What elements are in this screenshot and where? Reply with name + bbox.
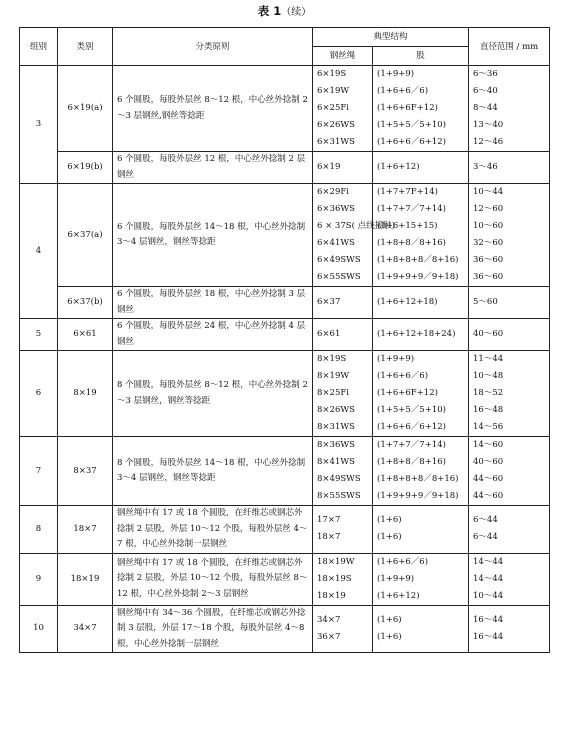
strand-item: (1+7+7／7+14) — [377, 204, 446, 214]
table-title-suffix: （续） — [281, 7, 312, 18]
rope-item: 18×7 — [317, 532, 341, 543]
rope-item: 18×19W — [317, 556, 355, 567]
diameter-item: 32～60 — [473, 238, 504, 248]
strand-item: (1+9+9+9／9+18) — [377, 272, 459, 282]
strand-item: (1+6) — [377, 515, 402, 526]
principle-cell: 8 个圆股，每股外层丝 14～18 根，中心丝外捻制 3～4 层钢丝，钢丝等捻距 — [113, 437, 313, 506]
rope-item: 6 × 37S( 点线接触) — [317, 221, 395, 231]
diameter-item: 10～44 — [473, 590, 504, 601]
rope-item: 8×19W — [317, 371, 350, 381]
diameter-item: 8～44 — [473, 103, 498, 113]
table-row — [20, 351, 550, 437]
diameter-item: 13～40 — [473, 120, 504, 130]
diameter-item: 14～56 — [473, 422, 504, 432]
strand-item: (1+6+6F+12) — [377, 103, 438, 113]
strand-item: (1+6+6／6+12) — [377, 422, 446, 432]
category-cell: 8×19 — [58, 351, 113, 437]
rope-item: 6×37 — [317, 297, 341, 307]
diameter-item: 40～60 — [473, 457, 504, 467]
rope-structure-cell — [313, 351, 373, 437]
rope-structure-cell — [313, 553, 373, 605]
diameter-range-cell — [469, 351, 550, 437]
strand-structure-cell — [373, 152, 469, 184]
category-cell: 6×37(b) — [58, 287, 113, 319]
rope-item: 8×55SWS — [317, 491, 361, 501]
rope-item: 34×7 — [317, 614, 341, 625]
strand-structure-cell — [373, 66, 469, 152]
table-row — [20, 287, 550, 319]
strand-item: (1+8+8／8+16) — [377, 238, 446, 248]
principle-cell: 8 个圆股，每股外层丝 8～12 根，中心丝外捻制 2～3 层钢丝，钢丝等捻距 — [113, 351, 313, 437]
table-row — [20, 66, 550, 152]
category-cell: 6×19(a) — [58, 66, 113, 152]
strand-item: (1+6) — [377, 614, 402, 625]
diameter-item: 36～60 — [473, 272, 504, 282]
diameter-item: 6～36 — [473, 69, 498, 79]
strand-structure-cell — [373, 184, 469, 287]
rope-item: 6×29Fi — [317, 187, 349, 197]
rope-item: 17×7 — [317, 515, 341, 526]
category-cell: 6×37(a) — [58, 184, 113, 287]
table-title — [0, 3, 569, 21]
strand-item: (1+6+15+15) — [377, 221, 438, 231]
strand-item: (1+6+6F+12) — [377, 388, 438, 398]
group-number-cell: 7 — [20, 437, 58, 506]
rope-item: 6×36WS — [317, 204, 355, 214]
strand-structure-cell — [373, 437, 469, 506]
principle-cell: 6 个圆股，每股外层丝 24 根，中心丝外捻制 4 层钢丝 — [113, 319, 313, 351]
table-row — [20, 152, 550, 184]
rope-item: 8×41WS — [317, 457, 355, 467]
diameter-range-cell — [469, 66, 550, 152]
table-row — [20, 319, 550, 351]
strand-item: (1+8+8／8+16) — [377, 457, 446, 467]
diameter-item: 14～60 — [473, 440, 504, 450]
diameter-item: 16～48 — [473, 405, 504, 415]
strand-item: (1+6+6／6+12) — [377, 137, 446, 147]
strand-item: (1+9+9+9／9+18) — [377, 491, 459, 501]
group-number-cell: 5 — [20, 319, 58, 351]
strand-item: (1+9+9) — [377, 354, 415, 364]
category-cell: 18×7 — [58, 506, 113, 554]
diameter-range-cell — [469, 553, 550, 605]
rope-item: 8×19S — [317, 354, 347, 364]
rope-item: 8×26WS — [317, 405, 355, 415]
table-title-main: 表 1 — [257, 4, 282, 18]
strand-item: (1+6+12+18+24) — [377, 329, 456, 339]
strand-item: (1+6) — [377, 631, 402, 642]
strand-item: (1+6+6／6) — [377, 556, 429, 567]
strand-item: (1+7+7F+14) — [377, 187, 438, 197]
group-number-cell: 6 — [20, 351, 58, 437]
rope-item: 6×55SWS — [317, 272, 361, 282]
strand-structure-cell — [373, 351, 469, 437]
strand-item: (1+9+9) — [377, 69, 415, 79]
rope-structure-cell — [313, 437, 373, 506]
strand-structure-cell — [373, 506, 469, 554]
diameter-item: 12～46 — [473, 137, 504, 147]
category-cell: 6×61 — [58, 319, 113, 351]
category-cell: 6×19(b) — [58, 152, 113, 184]
table-row — [20, 506, 550, 554]
strand-item: (1+8+8+8／8+16) — [377, 474, 459, 484]
rope-item: 18×19S — [317, 573, 352, 584]
category-cell: 8×37 — [58, 437, 113, 506]
rope-structure-cell — [313, 605, 373, 653]
rope-item: 18×19 — [317, 590, 346, 601]
group-number-cell: 4 — [20, 184, 58, 319]
diameter-item: 6～44 — [473, 515, 498, 526]
principle-cell: 6 个圆股，每股外层丝 14～18 根，中心丝外捻制 3～4 层钢丝，钢丝等捻距 — [113, 184, 313, 287]
header-category: 类别 — [58, 28, 113, 66]
diameter-item: 14～44 — [473, 556, 504, 567]
diameter-item: 40～60 — [473, 329, 504, 339]
diameter-range-cell — [469, 506, 550, 554]
diameter-item: 44～60 — [473, 474, 504, 484]
rope-item: 8×36WS — [317, 440, 355, 450]
principle-cell: 钢丝绳中有 17 或 18 个圆股，在纤维芯或钢芯外捻制 2 层股，外层 10～12 个股，每股外层丝 4～7 根，中心丝外捻制一层钢丝 — [113, 506, 313, 554]
rope-item: 36×7 — [317, 631, 341, 642]
strand-item: (1+7+7／7+14) — [377, 440, 446, 450]
rope-item: 6×19S — [317, 69, 347, 79]
header-diameter: 直径范围 / mm — [469, 28, 550, 66]
diameter-item: 6～40 — [473, 86, 498, 96]
strand-structure-cell — [373, 553, 469, 605]
header-principle: 分类原则 — [113, 28, 313, 66]
strand-item: (1+6+12) — [377, 162, 420, 172]
rope-item: 6×26WS — [317, 120, 355, 130]
group-number-cell: 8 — [20, 506, 58, 554]
rope-structure-cell — [313, 319, 373, 351]
rope-structure-cell — [313, 287, 373, 319]
diameter-item: 14～44 — [473, 573, 504, 584]
strand-item: (1+5+5／5+10) — [377, 120, 446, 130]
diameter-range-cell — [469, 605, 550, 653]
diameter-range-cell — [469, 319, 550, 351]
diameter-item: 5～60 — [473, 297, 498, 307]
strand-item: (1+5+5／5+10) — [377, 405, 446, 415]
header-strand: 股 — [373, 47, 469, 66]
table-row — [20, 184, 550, 287]
strand-structure-cell — [373, 287, 469, 319]
principle-cell: 6 个圆股，每股外层丝 8～12 根，中心丝外捻制 2～3 层钢丝,钢丝等捻距 — [113, 66, 313, 152]
diameter-item: 16～44 — [473, 614, 504, 625]
table-row — [20, 553, 550, 605]
principle-cell: 6 个圆股，每股外层丝 18 根，中心丝外捻制 3 层钢丝 — [113, 287, 313, 319]
strand-item: (1+9+9) — [377, 573, 415, 584]
principle-cell: 钢丝绳中有 17 或 18 个圆股，在纤维芯或钢芯外捻制 2 层股，外层 10～12 个股，每股外层丝 8～12 根，中心丝外捻制 2～3 层钢丝 — [113, 553, 313, 605]
strand-item: (1+6+12+18) — [377, 297, 438, 307]
rope-structure-cell — [313, 506, 373, 554]
category-cell: 18×19 — [58, 553, 113, 605]
principle-cell: 6 个圆股，每股外层丝 12 根，中心丝外捻制 2 层钢丝 — [113, 152, 313, 184]
table-row — [20, 605, 550, 653]
strand-item: (1+6+6／6) — [377, 86, 429, 96]
rope-structure-cell — [313, 152, 373, 184]
diameter-range-cell — [469, 184, 550, 287]
rope-item: 6×49SWS — [317, 255, 361, 265]
rope-structure-cell — [313, 184, 395, 287]
strand-item: (1+6) — [377, 532, 402, 543]
rope-item: 8×49SWS — [317, 474, 361, 484]
diameter-item: 16～44 — [473, 631, 504, 642]
diameter-item: 18～52 — [473, 388, 504, 398]
diameter-range-cell — [469, 437, 550, 506]
table-body — [20, 66, 550, 653]
principle-cell: 钢丝绳中有 34～36 个圆股，在纤维芯或钢芯外捻制 3 层股，外层 17～18 个股，每股外层丝 4～8 根，中心丝外捻制一层钢丝 — [113, 605, 313, 653]
diameter-item: 12～60 — [473, 204, 504, 214]
diameter-item: 6～44 — [473, 532, 498, 543]
rope-item: 8×25Fi — [317, 388, 349, 398]
rope-item: 6×25Fi — [317, 103, 349, 113]
diameter-item: 10～60 — [473, 221, 504, 231]
diameter-item: 44～60 — [473, 491, 504, 501]
rope-item: 6×31WS — [317, 137, 355, 147]
group-number-cell: 10 — [20, 605, 58, 653]
diameter-item: 10～44 — [473, 187, 504, 197]
rope-structure-cell — [313, 66, 373, 152]
group-number-cell: 9 — [20, 553, 58, 605]
rope-classification-table — [19, 27, 550, 653]
strand-structure-cell — [373, 319, 469, 351]
category-cell: 34×7 — [58, 605, 113, 653]
header-group: 组别 — [20, 28, 58, 66]
diameter-range-cell — [469, 152, 550, 184]
rope-item: 6×41WS — [317, 238, 355, 248]
rope-item: 6×19 — [317, 162, 341, 172]
diameter-range-cell — [469, 287, 550, 319]
rope-item: 6×19W — [317, 86, 350, 96]
strand-item: (1+8+8+8／8+16) — [377, 255, 459, 265]
rope-item: 8×31WS — [317, 422, 355, 432]
group-number-cell: 3 — [20, 66, 58, 184]
table-row — [20, 437, 550, 506]
strand-item: (1+6+12) — [377, 590, 420, 601]
table-header — [20, 28, 550, 66]
strand-structure-cell — [373, 605, 469, 653]
diameter-item: 36～60 — [473, 255, 504, 265]
rope-item: 6×61 — [317, 329, 341, 339]
strand-item: (1+6+6／6) — [377, 371, 429, 381]
diameter-item: 11～44 — [473, 354, 504, 364]
header-rope: 钢丝绳 — [313, 47, 373, 66]
header-typical-structure: 典型结构 — [313, 28, 469, 47]
diameter-item: 3～46 — [473, 162, 498, 172]
diameter-item: 10～48 — [473, 371, 504, 381]
